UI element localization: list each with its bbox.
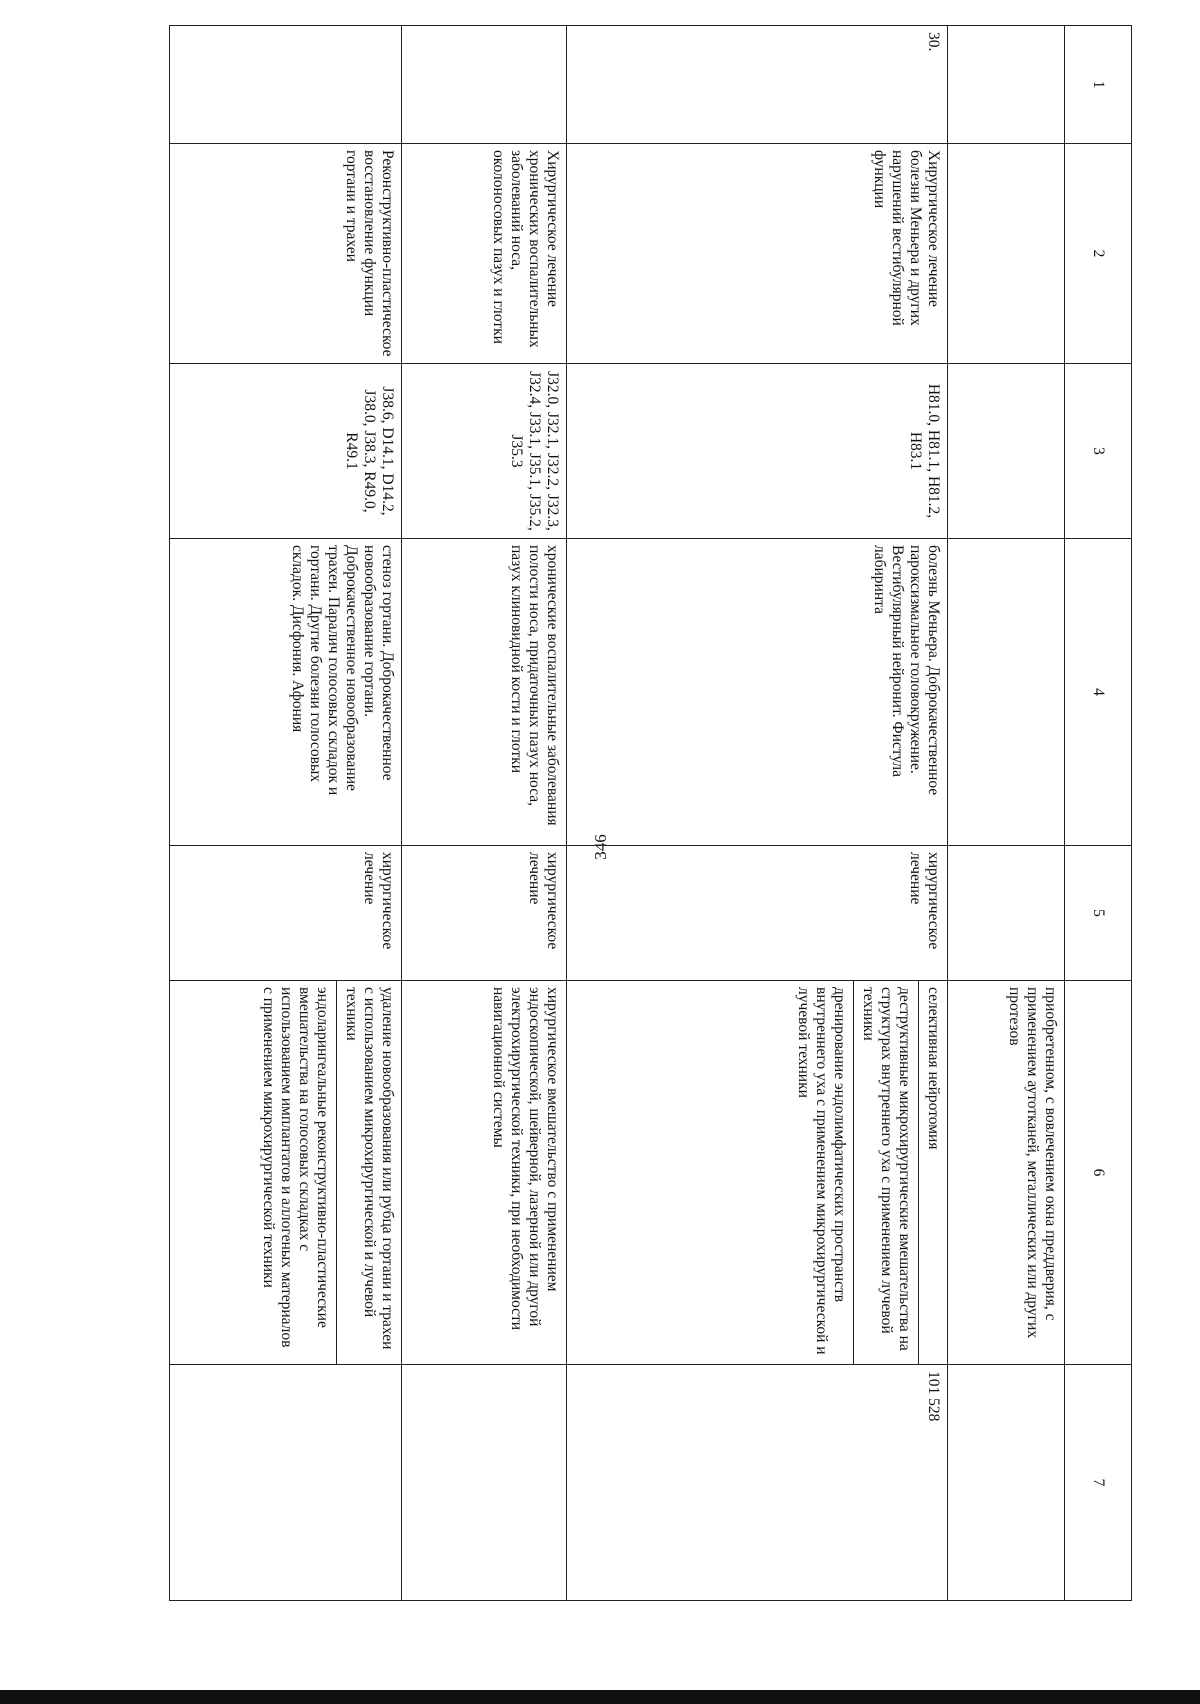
cell-treatment: хирургическое лечение (567, 846, 948, 981)
table-row (170, 26, 402, 1601)
cell-cost (170, 1365, 402, 1601)
cell-num: 30. (567, 26, 948, 144)
cell-codes: J38.6, D14.1, D14.2, J38.0, J38.3, R49.0, R49.1 (170, 364, 402, 539)
cell-codes (948, 364, 1065, 539)
cell-methods (170, 981, 402, 1365)
cell-treatment (948, 846, 1065, 981)
cell-methods (567, 981, 948, 1365)
cell-cost (402, 1365, 567, 1601)
cell-name: Хирургическое лечение хронических воспалительных заболеваний носа, околоносовых пазух и глотки (402, 144, 567, 364)
method-item: дренирование эндолимфатических пространств внутреннего уха с применением микрохирургической и лучевой техники (789, 981, 854, 1364)
method-item: удаление новообразования или рубца гортани и трахеи с использованием микрохирургической и лучевой техники (343, 987, 396, 1350)
services-table (169, 25, 1132, 1601)
cell-diagnosis (948, 539, 1065, 846)
cell-diagnosis: болезнь Меньера. Доброкачественное пароксизмальное головокружение. Вестибулярный нейронит. Фистула лабиринта (567, 539, 948, 846)
method-item: деструктивные микрохирургические вмешательства на структурах внутреннего уха с применением лучевой техники (854, 981, 919, 1364)
cell-name (948, 144, 1065, 364)
cell-cost: 101 528 (567, 1365, 948, 1601)
header-cell: 2 (1065, 144, 1132, 364)
page-content (89, 0, 1200, 1628)
cell-name: Хирургическое лечение болезни Меньера и других нарушений вестибулярной функции (567, 144, 948, 364)
table-row (402, 26, 567, 1601)
header-cell: 7 (1065, 1365, 1132, 1601)
header-cell: 5 (1065, 846, 1132, 981)
rotated-page (89, 0, 1200, 1628)
cell-method: приобретенном, с вовлечением окна преддверия, с применением аутотканей, металлических или других протезов (948, 981, 1065, 1365)
header-cell: 3 (1065, 364, 1132, 539)
cell-treatment: хирургическое лечение (402, 846, 567, 981)
method-item: селективная нейротомия (925, 987, 942, 1150)
cell-num (170, 26, 402, 144)
cell-codes: H81.0, H81.1, H81.2, H83.1 (567, 364, 948, 539)
header-cell: 4 (1065, 539, 1132, 846)
table-row (567, 26, 948, 1601)
scan-edge-bar (0, 1690, 1200, 1704)
cell-num (402, 26, 567, 144)
header-cell: 6 (1065, 981, 1132, 1365)
cell-codes: J32.0, J32.1, J32.2, J32.3, J32.4, J33.1, J35.1, J35.2, J35.3 (402, 364, 567, 539)
method-item: эндоларингеальные реконструктивно-пластические вмешательства на голосовых складках с использованием имплантатов и аллогеных материалов с применением микрохирургической техники (254, 981, 337, 1364)
cell-treatment: хирургическое лечение (170, 846, 402, 981)
cell-cost (948, 1365, 1065, 1601)
cell-diagnosis: хронические воспалительные заболевания полости носа, придаточных пазух носа, пазух клиновидной кости и глотки (402, 539, 567, 846)
page-number: 346 (591, 834, 610, 860)
cell-num (948, 26, 1065, 144)
header-cell: 1 (1065, 26, 1132, 144)
header-row (1065, 26, 1132, 1601)
cell-diagnosis: стеноз гортани. Доброкачественное новообразование гортани. Доброкачественное новообразование трахеи. Паралич голосовых складок и гортани. Другие болезни голосовых складок. Дисфония. Афония (170, 539, 402, 846)
cell-name: Реконструктивно-пластическое восстановление функции гортани и трахеи (170, 144, 402, 364)
cell-method: хирургическое вмешательство с применением эндоскопической, шейверной, лазерной или другой электрохирургической техники, при необходимости навигационной системы (402, 981, 567, 1365)
table-row-continuation (948, 26, 1065, 1601)
